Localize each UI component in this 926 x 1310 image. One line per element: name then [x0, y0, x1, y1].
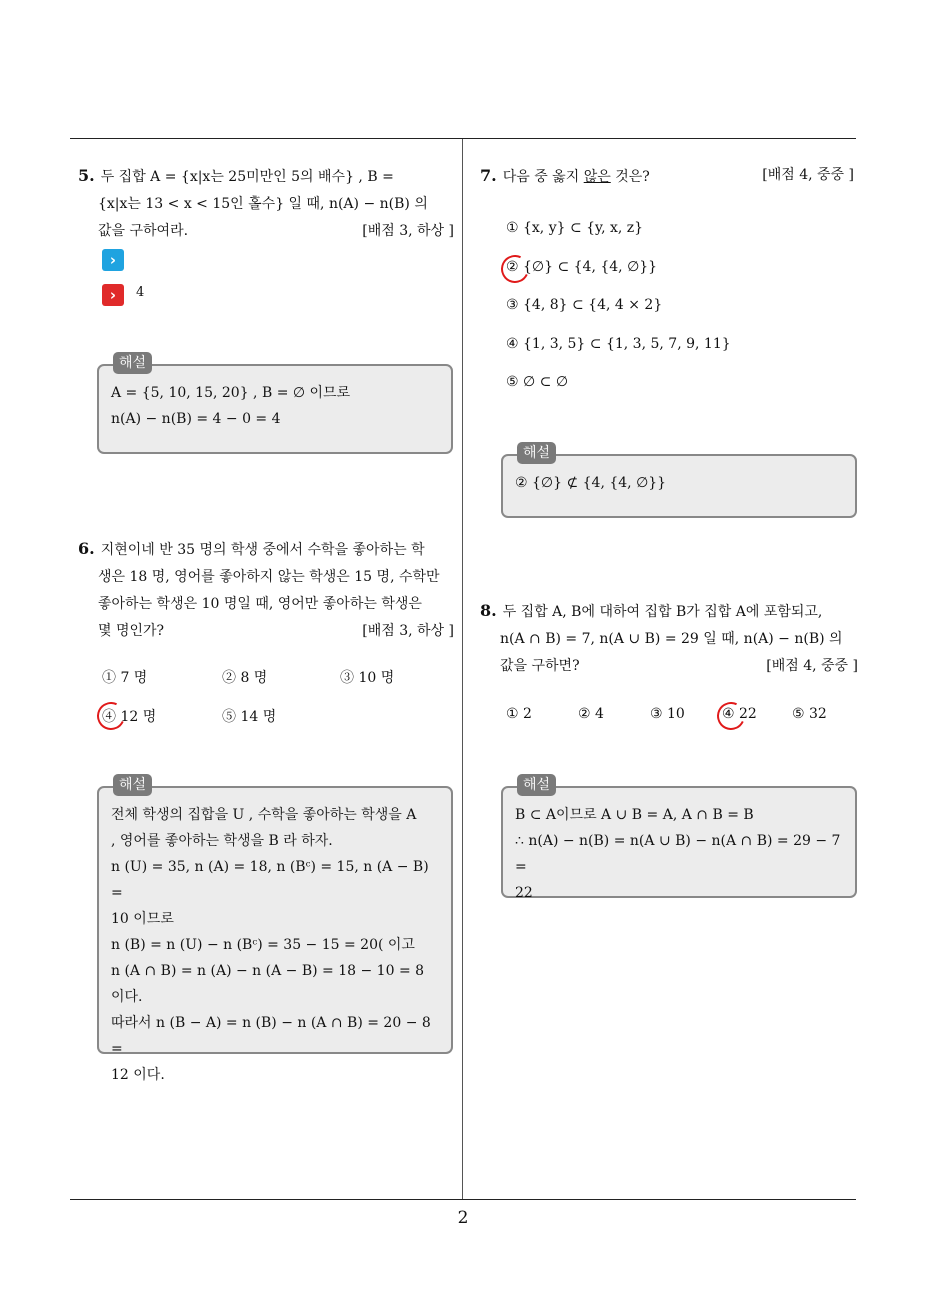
question-text-line: 값을 구하면?: [500, 658, 580, 674]
score-meta: [배점 4, 중중 ]: [762, 167, 854, 183]
underlined-word: 않은: [583, 169, 611, 185]
choice-2[interactable]: ② 8 명: [222, 670, 268, 686]
solution-box: [97, 777, 453, 1083]
solution-line: n (A ∩ B) = n (A) − n (A − B) = 18 − 10 = 8: [111, 963, 425, 979]
score-meta: [배점 3, 하상 ]: [362, 623, 454, 639]
choice-1[interactable]: ① 2: [506, 706, 532, 722]
choice-2[interactable]: ② 4: [578, 706, 604, 722]
column-divider: [462, 139, 463, 1199]
choice-3[interactable]: ③ {4, 8} ⊂ {4, 4 × 2}: [506, 297, 663, 313]
solution-box: [501, 777, 857, 901]
choice-5[interactable]: ⑤ 32: [792, 706, 827, 722]
question-6: [78, 535, 454, 645]
solution-tag: 해설: [517, 442, 556, 464]
solution-box: [97, 355, 453, 454]
solution-line: B ⊂ A이므로 A ∪ B = A, A ∩ B = B: [515, 807, 754, 823]
solution-line: 이다.: [111, 989, 143, 1005]
choice-4-selected[interactable]: ④ 12 명: [102, 706, 156, 726]
question-text: 것은?: [610, 169, 650, 185]
score-meta: [배점 4, 중중 ]: [766, 658, 858, 674]
question-number: 8.: [480, 601, 497, 620]
choice-3[interactable]: ③ 10 명: [340, 670, 395, 686]
question-5: [78, 162, 454, 245]
question-8: [480, 597, 858, 680]
choice-5[interactable]: ⑤ 14 명: [222, 709, 277, 725]
solution-line: n (B) = n (U) − n (Bᶜ) = 35 − 15 = 20( 이고: [111, 937, 415, 953]
question-text-line: {x|x는 13 < x < 15인 홀수} 일 때, n(A) − n(B) 의: [98, 196, 428, 212]
solution-line: 따라서 n (B − A) = n (B) − n (A ∩ B) = 20 − 8 =: [111, 1015, 431, 1057]
solution-line: 10 이므로: [111, 911, 174, 927]
question-text-line: 두 집합 A, B에 대하여 집합 B가 집합 A에 포함되고,: [502, 604, 823, 620]
question-text-line: 두 집합 A = {x|x는 25미만인 5의 배수} , B =: [100, 169, 394, 185]
chevron-right-icon[interactable]: ›: [102, 284, 124, 306]
choice-1[interactable]: ① {x, y} ⊂ {y, x, z}: [506, 220, 644, 236]
question-text-line: 좋아하는 학생은 10 명일 때, 영어만 좋아하는 학생은: [98, 596, 422, 612]
question-text-line: 지현이네 반 35 명의 학생 중에서 수학을 좋아하는 학: [100, 542, 425, 558]
question-text: 다음 중 옳지: [502, 169, 584, 185]
solution-line: ∴ n(A) − n(B) = n(A ∪ B) − n(A ∩ B) = 29 − 7 =: [515, 833, 841, 875]
page-number: 2: [457, 1208, 469, 1228]
solution-line: 22: [515, 885, 533, 901]
solution-box: [501, 445, 857, 518]
solution-tag: 해설: [517, 774, 556, 796]
question-text-line: 생은 18 명, 영어를 좋아하지 않는 학생은 15 명, 수학만: [98, 569, 440, 585]
question-number: 5.: [78, 166, 95, 185]
choice-1[interactable]: ① 7 명: [102, 670, 148, 686]
question-text-line: n(A ∩ B) = 7, n(A ∪ B) = 29 일 때, n(A) − n(B) 의: [500, 631, 843, 647]
choice-3[interactable]: ③ 10: [650, 706, 685, 722]
solution-tag: 해설: [113, 352, 152, 374]
solution-line: ② {∅} ⊄ {4, {4, ∅}}: [515, 475, 667, 491]
answer-value: 4: [136, 285, 145, 300]
question-text-line: 몇 명인가?: [98, 623, 165, 639]
choice-4-selected[interactable]: ④ 22: [722, 706, 757, 722]
header-rule: [70, 138, 856, 139]
solution-line: 전체 학생의 집합을 U , 수학을 좋아하는 학생을 A: [111, 807, 417, 823]
question-number: 6.: [78, 539, 95, 558]
question-text-line: 값을 구하여라.: [98, 223, 189, 239]
choice-5[interactable]: ⑤ ∅ ⊂ ∅: [506, 374, 569, 390]
choice-4[interactable]: ④ {1, 3, 5} ⊂ {1, 3, 5, 7, 9, 11}: [506, 336, 731, 352]
solution-tag: 해설: [113, 774, 152, 796]
solution-line: n(A) − n(B) = 4 − 0 = 4: [111, 411, 281, 427]
choice-2-selected[interactable]: ② {∅} ⊂ {4, {4, ∅}}: [506, 259, 658, 275]
score-meta: [배점 3, 하상 ]: [362, 223, 454, 239]
solution-line: A = {5, 10, 15, 20} , B = ∅ 이므로: [111, 385, 351, 401]
solution-line: , 영어를 좋아하는 학생을 B 라 하자.: [111, 833, 333, 849]
solution-line: 12 이다.: [111, 1067, 165, 1083]
footer-rule: [70, 1199, 856, 1200]
question-7: [480, 162, 854, 191]
solution-line: n (U) = 35, n (A) = 18, n (Bᶜ) = 15, n (A − B) =: [111, 859, 429, 901]
question-number: 7.: [480, 166, 497, 185]
chevron-right-icon[interactable]: ›: [102, 249, 124, 271]
